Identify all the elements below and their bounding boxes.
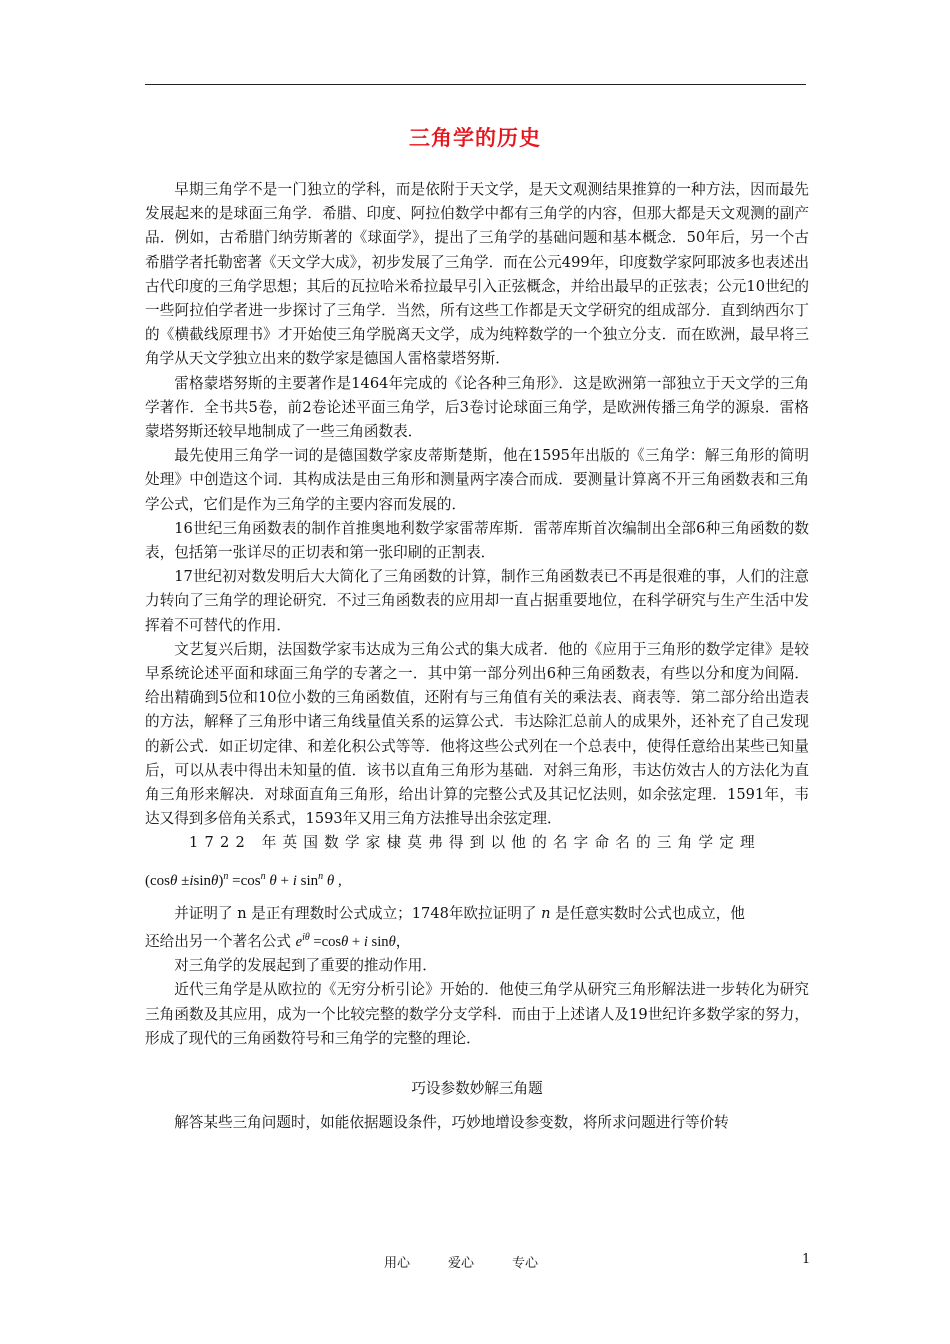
paragraph: 17世纪初对数发明后大大简化了三角函数的计算，制作三角函数表已不再是很难的事，人们的注意力转向了三角学的理论研究．不过三角函数表的应用却一直占据重要地位，在科学研究与生产生活中发挥着不可替代的作用． <box>145 568 809 634</box>
paragraph: 最先使用三角学一词的是德国数学家皮蒂斯楚斯，他在1595年出版的《三角学：解三角形的简明处理》中创造这个词．其构成法是由三角形和测量两字凑合而成．要测量计算离不开三角函数表和三角学公式，它们是作为三角学的主要内容而发展的． <box>145 447 809 513</box>
section-subtitle: 巧设参数妙解三角题 <box>411 1079 543 1097</box>
demoivre-line: 1722 年英国数学家棣莫弗得到以他的名字命名的三角学定理 <box>189 834 761 852</box>
demoivre-formula: $(\cos\theta \pm isin\theta)^n =\cos^n$ θ + i $\sin^n \theta$ , <box>145 870 342 889</box>
paragraph: 文艺复兴后期，法国数学家韦达成为三角公式的集大成者．他的《应用于三角形的数学定律》是较早系统论述平面和球面三角学的专著之一．其中第一部分列出6种三角函数表，有些以分和度为间隔．给出精确到5位和10位小数的三角函数值，还附有与三角值有关的乘法表、商表等．第二部分给出造表的方法，解释了三角形中诸三角线量值关系的运算公式．韦达除汇总前人的成果外，还补充了自己发现的新公式．如正切定律、和差化积公式等等．他将这些公式列在一个总表中，使得任意给出某些已知量后，可以从表中得出未知量的值．该书以直角三角形为基础．对斜三角形，韦达仿效古人的方法化为直角三角形来解决．对球面直角三角形，给出计算的完整公式及其记忆法则，如余弦定理．1591年，韦达又得到多倍角关系式，1593年又用三角方法推导出余弦定理． <box>145 640 809 828</box>
footer-slogan: 用心 爱心 专心 <box>384 1256 539 1271</box>
paragraph: 雷格蒙塔努斯的主要著作是1464年完成的《论各种三角形》．这是欧洲第一部独立于天文学的三角学著作．全书共5卷，前2卷论述平面三角学，后3卷讨论球面三角学，是欧洲传播三角学的源泉．雷格蒙塔努斯还较早地制成了一些三角函数表． <box>145 374 809 441</box>
paragraph: 近代三角学是从欧拉的《无穷分析引论》开始的．他使三角学从研究三角形解法进一步转化为研究三角函数及其应用，成为一个比较完整的数学分支学科．而由于上述诸人及19世纪许多数学家的努力，形成了现代的三角函数符号和三角学的完整的理论． <box>145 981 809 1047</box>
header-rule <box>145 84 806 85</box>
page-title: 三角学的历史 <box>409 125 541 150</box>
paragraph: 早期三角学不是一门独立的学科，而是依附于天文学，是天文观测结果推算的一种方法，因而最先发展起来的是球面三角学．希腊、印度、阿拉伯数学中都有三角学的内容，但那大都是天文观测的副产品．例如，古希腊门纳劳斯著的《球面学》，提出了三角学的基础问题和基本概念．50年后，另一个古希腊学者托勒密著《天文学大成》，初步发展了三角学．而在公元499年，印度数学家阿耶波多也表述出古代印度的三角学思想；其后的瓦拉哈米希拉最早引入正弦概念，并给出最早的正弦表；公元10世纪的一些阿拉伯学者进一步探讨了三角学．当然，所有这些工作都是天文学研究的组成部分．直到纳西尔丁的《横截线原理书》才开始使三角学脱离天文学，成为纯粹数学的一个独立分支．而在欧洲，最早将三角学从天文学独立出来的数学家是德国人雷格蒙塔努斯． <box>145 181 809 368</box>
paragraph: 解答某些三角问题时，如能依据题设条件，巧妙地增设参变数，将所求问题进行等价转 <box>174 1114 729 1132</box>
euler-formula: $e^{i\theta} =\cos\theta + i$ sinθ <box>295 932 396 950</box>
document-body <box>145 178 809 1135</box>
page-number: 1 <box>802 1252 811 1267</box>
euler-paragraph: 并证明了 n 是正有理数时公式成立；1748年欧拉证明了 n 是任意实数时公式也成立，他 还给出另一个著名公式 $e^{i\theta} =\cos\theta + i$ sinθ， <box>145 904 745 950</box>
paragraph: 16世纪三角函数表的制作首推奥地利数学家雷蒂库斯．雷蒂库斯首次编制出全部6种三角函数的数表，包括第一张详尽的正切表和第一张印刷的正割表． <box>145 519 809 562</box>
paragraph: 对三角学的发展起到了重要的推动作用． <box>174 957 437 975</box>
